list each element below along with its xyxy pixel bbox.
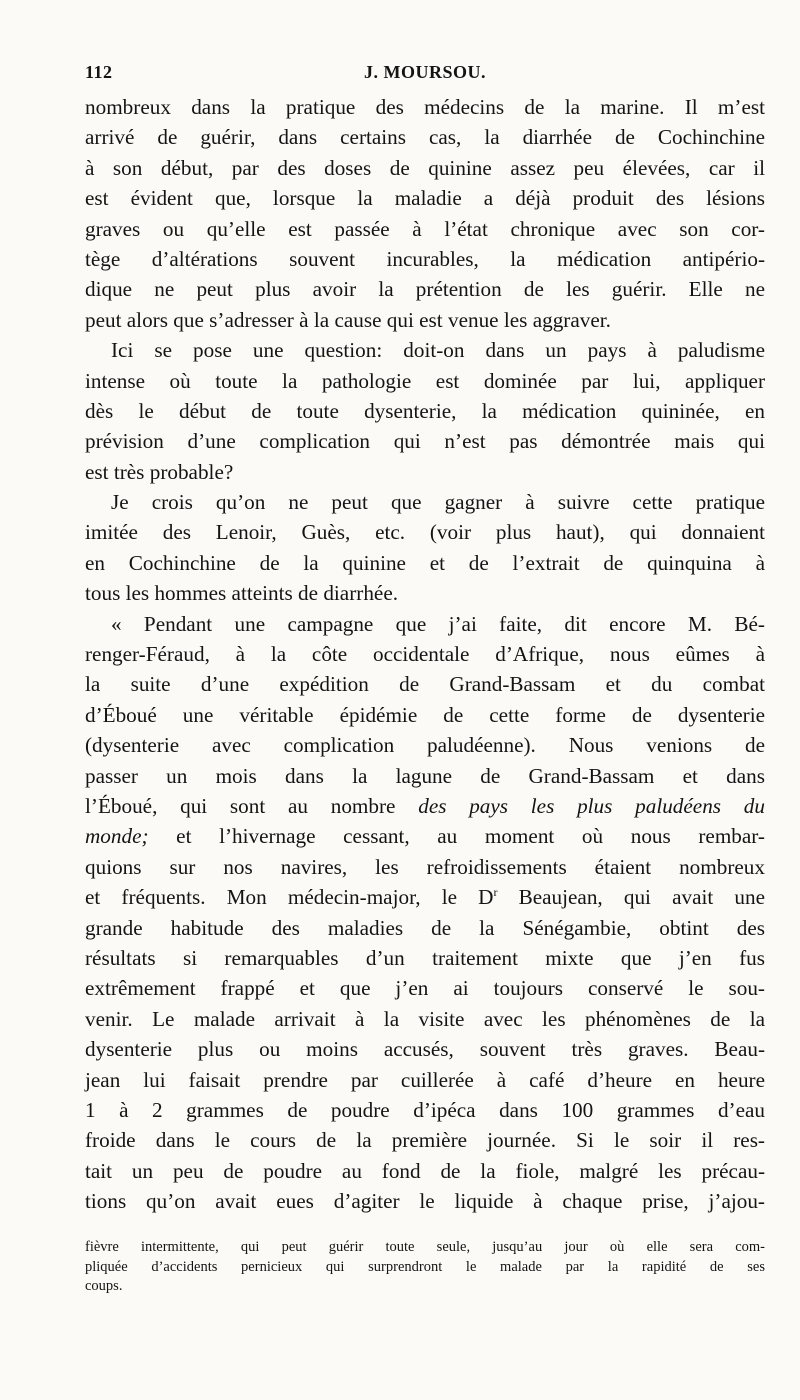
text-line: tège d’altérations souvent incurables, la médication antipério- xyxy=(85,246,765,271)
page-header xyxy=(85,62,765,86)
text-segment: et fréquents. Mon médecin-major, le D xyxy=(85,885,494,910)
text-line: graves ou qu’elle est passée à l’état chronique avec son cor- xyxy=(85,216,765,241)
text-line: (dysenterie avec complication paludéenne). Nous venions de xyxy=(85,733,765,758)
page-number: 112 xyxy=(85,62,113,82)
text-line: tions qu’on avait eues d’agiter le liquide à chaque prise, j’ajou- xyxy=(85,1189,765,1214)
text-line: nombreux dans la pratique des médecins de la marine. Il m’est xyxy=(85,95,765,119)
text-line: tous les hommes atteints de diarrhée. xyxy=(85,581,399,606)
text-line: quions sur nos navires, les refroidissements étaient nombreux xyxy=(85,854,765,879)
text-line: tait un peu de poudre au fond de la fiole, malgré les précau- xyxy=(85,1158,765,1183)
text-line xyxy=(85,882,765,912)
text-line: « Pendant une campagne que j’ai faite, dit encore M. Bé- xyxy=(111,611,765,636)
text-line: froide dans le cours de la première journée. Si le soir il res- xyxy=(85,1128,765,1153)
text-segment: l’Éboué, qui sont au nombre xyxy=(85,793,396,818)
superscript: r xyxy=(493,885,498,900)
text-line: d’Éboué une véritable épidémie de cette forme de dysenterie xyxy=(85,702,765,727)
text-line: 1 à 2 grammes de poudre d’ipéca dans 100 grammes d’eau xyxy=(85,1097,765,1122)
text-line: la suite d’une expédition de Grand-Bassam et du combat xyxy=(85,672,765,697)
text-line: passer un mois dans la lagune de Grand-Bassam et dans xyxy=(85,763,765,788)
footnote xyxy=(85,1238,765,1297)
text-line: venir. Le malade arrivait à la visite avec les phénomènes de la xyxy=(85,1006,765,1031)
text-line: dès le début de toute dysenterie, la médication quininée, en xyxy=(85,398,765,423)
text-line: Je crois qu’on ne peut que gagner à suivre cette pratique xyxy=(111,490,765,515)
text-segment: et l’hivernage cessant, au moment où nous rembar- xyxy=(148,824,765,849)
text-segment: Beaujean, qui avait une xyxy=(497,885,765,910)
footnote-line: pliquée d’accidents pernicieux qui surprendront le malade par la rapidité de ses xyxy=(85,1258,765,1275)
text-line: jean lui faisait prendre par cuillerée à café d’heure en heure xyxy=(85,1067,765,1092)
footnote-line: coups. xyxy=(85,1278,123,1294)
text-line: Ici se pose une question: doit-on dans un pays à paludisme xyxy=(111,338,765,363)
text-line: en Cochinchine de la quinine et de l’extrait de quinquina à xyxy=(85,550,765,575)
text-line: grande habitude des maladies de la Sénégambie, obtint des xyxy=(85,915,765,940)
text-line: prévision d’une complication qui n’est pas démontrée mais qui xyxy=(85,429,765,454)
text-line: imitée des Lenoir, Guès, etc. (voir plus haut), qui donnaient xyxy=(85,520,765,545)
text-line xyxy=(85,791,765,821)
body-text xyxy=(85,92,765,1216)
text-line: peut alors que s’adresser à la cause qui est venue les aggraver. xyxy=(85,307,611,332)
text-line xyxy=(85,821,765,851)
text-line: dysenterie plus ou moins accusés, souvent très graves. Beau- xyxy=(85,1037,765,1062)
running-head: J. MOURSOU. xyxy=(364,62,486,82)
text-line: extrêmement frappé et que j’en ai toujours conservé le sou- xyxy=(85,976,765,1001)
text-line: intense où toute la pathologie est dominée par lui, appliquer xyxy=(85,368,765,393)
text-line: est évident que, lorsque la maladie a déjà produit des lésions xyxy=(85,186,765,211)
text-line: dique ne peut plus avoir la prétention de les guérir. Elle ne xyxy=(85,277,765,302)
text-line: résultats si remarquables d’un traitement mixte que j’en fus xyxy=(85,945,765,970)
text-line: arrivé de guérir, dans certains cas, la diarrhée de Cochinchine xyxy=(85,125,765,150)
text-line: à son début, par des doses de quinine assez peu élevées, car il xyxy=(85,155,765,180)
italic-phrase: des pays les plus paludéens du xyxy=(418,793,765,818)
text-line: est très probable? xyxy=(85,459,234,484)
italic-phrase: monde; xyxy=(85,824,149,849)
text-line: renger-Féraud, à la côte occidentale d’Afrique, nous eûmes à xyxy=(85,642,765,667)
footnote-line: fièvre intermittente, qui peut guérir toute seule, jusqu’au jour où elle sera com- xyxy=(85,1239,765,1255)
